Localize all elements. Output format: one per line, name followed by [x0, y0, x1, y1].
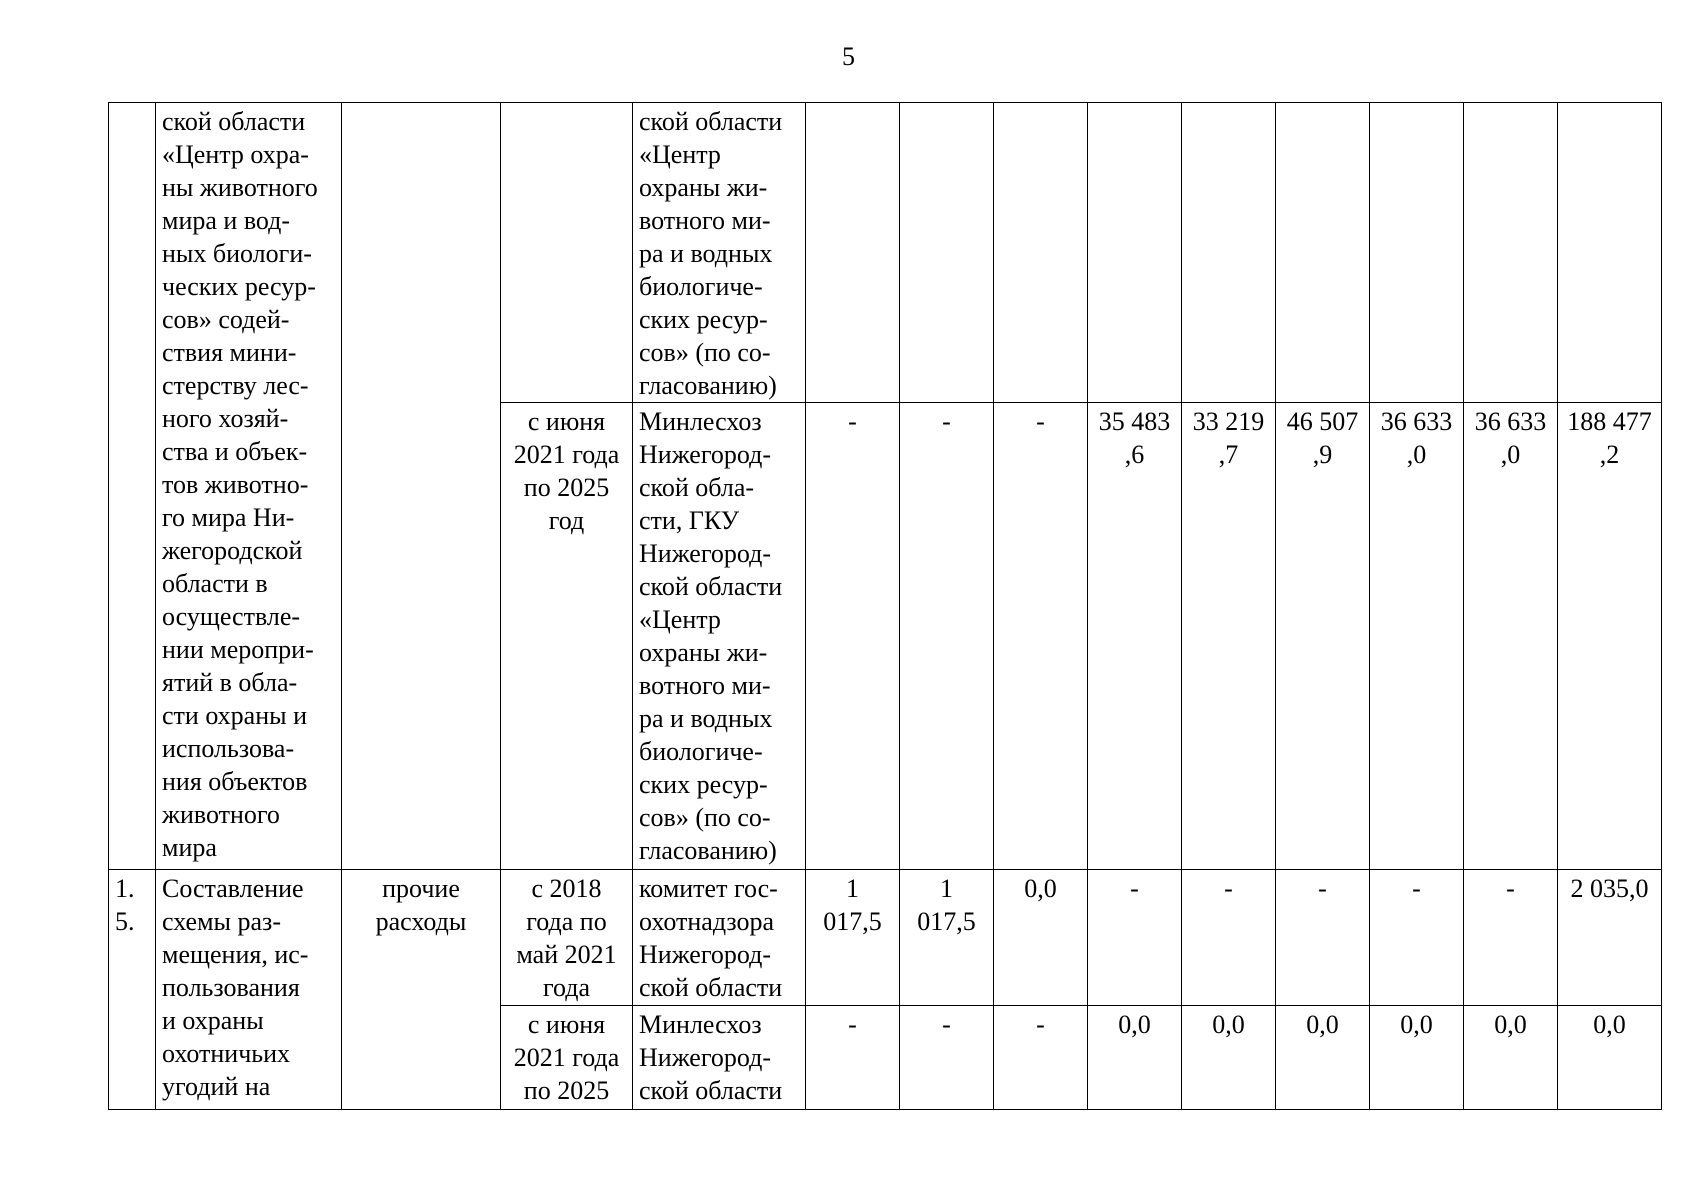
- value-cell: [1276, 103, 1370, 403]
- value-cell: 33 219 ,7: [1182, 403, 1276, 870]
- activity-name-cell: Составление схемы раз- мещения, ис- пользования и охраны охотничьих угодий на: [156, 870, 342, 1110]
- activity-name-cell: ской области «Центр охра- ны животного мира и вод- ных биологи- ческих ресур- сов» содей- ствия мини- стерству лес- ного хозяй- ства и объек- тов животно- го мира Ни- жегородской области в осуществле- нии меропри- ятий в обла- сти охраны и использова- ния объектов животного мира: [156, 103, 342, 870]
- value-cell: -: [1370, 870, 1464, 1006]
- executor-cell: Минлесхоз Нижегород- ской области: [633, 1006, 806, 1110]
- value-cell: -: [994, 403, 1088, 870]
- value-cell: -: [806, 403, 900, 870]
- period-cell: [501, 103, 633, 403]
- value-cell: [1182, 103, 1276, 403]
- value-cell: 36 633 ,0: [1370, 403, 1464, 870]
- value-cell: 0,0: [994, 870, 1088, 1006]
- value-cell: [1464, 103, 1558, 403]
- executor-cell: комитет гос- охотнадзора Нижегород- ской области: [633, 870, 806, 1006]
- period-cell: с 2018 года по май 2021 года: [501, 870, 633, 1006]
- value-cell: -: [1182, 870, 1276, 1006]
- value-cell: 0,0: [1464, 1006, 1558, 1110]
- item-number-cell: 1. 5.: [109, 870, 156, 1110]
- value-cell: -: [806, 1006, 900, 1110]
- value-cell: [900, 103, 994, 403]
- value-cell: 1 017,5: [900, 870, 994, 1006]
- value-cell: 35 483 ,6: [1088, 403, 1182, 870]
- period-cell: с июня 2021 года по 2025 год: [501, 403, 633, 870]
- value-cell: -: [994, 1006, 1088, 1110]
- period-cell: с июня 2021 года по 2025: [501, 1006, 633, 1110]
- table-row: [109, 103, 1662, 403]
- total-cell: [1558, 103, 1662, 403]
- value-cell: 36 633 ,0: [1464, 403, 1558, 870]
- value-cell: [1370, 103, 1464, 403]
- value-cell: 0,0: [1088, 1006, 1182, 1110]
- program-activities-table: [108, 102, 1662, 1110]
- total-cell: 188 477 ,2: [1558, 403, 1662, 870]
- value-cell: -: [900, 1006, 994, 1110]
- executor-cell: Минлесхоз Нижегород- ской обла- сти, ГКУ Нижегород- ской области «Центр охраны жи- вотного ми- ра и водных биологиче- ских ресур- сов» (по со- гласованию): [633, 403, 806, 870]
- executor-cell: ской области «Центр охраны жи- вотного ми- ра и водных биологиче- ских ресур- сов» (по со- гласованию): [633, 103, 806, 403]
- expense-type-cell: прочие расходы: [342, 870, 501, 1110]
- value-cell: 46 507 ,9: [1276, 403, 1370, 870]
- expense-type-cell: [342, 103, 501, 870]
- value-cell: [994, 103, 1088, 403]
- value-cell: 0,0: [1276, 1006, 1370, 1110]
- value-cell: 1 017,5: [806, 870, 900, 1006]
- value-cell: -: [900, 403, 994, 870]
- page-number: 5: [842, 42, 855, 71]
- item-number-cell: [109, 103, 156, 870]
- value-cell: -: [1464, 870, 1558, 1006]
- total-cell: 2 035,0: [1558, 870, 1662, 1006]
- value-cell: [1088, 103, 1182, 403]
- value-cell: [806, 103, 900, 403]
- value-cell: -: [1276, 870, 1370, 1006]
- value-cell: -: [1088, 870, 1182, 1006]
- table-row: [109, 870, 1662, 1006]
- total-cell: 0,0: [1558, 1006, 1662, 1110]
- value-cell: 0,0: [1370, 1006, 1464, 1110]
- value-cell: 0,0: [1182, 1006, 1276, 1110]
